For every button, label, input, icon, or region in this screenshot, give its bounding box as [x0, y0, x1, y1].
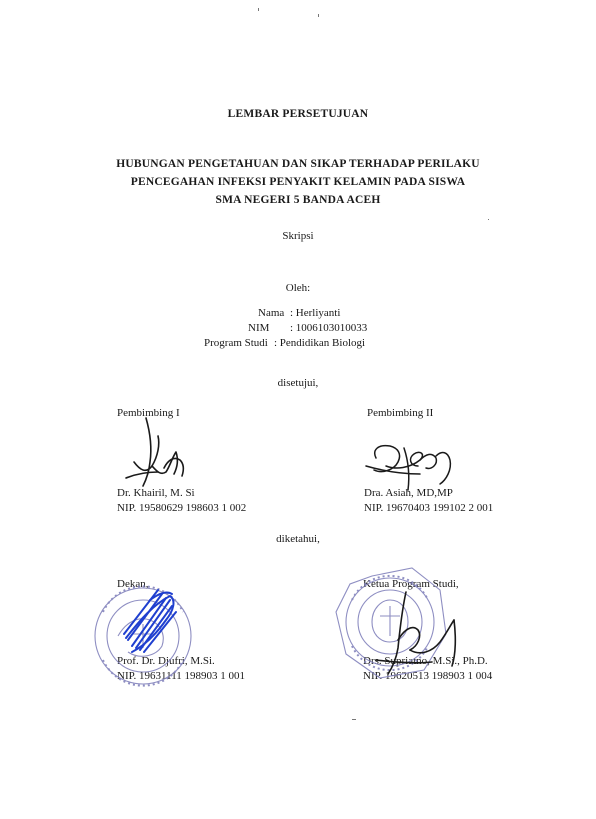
known-label: diketahui,: [276, 533, 320, 545]
thesis-title-line: HUBUNGAN PENGETAHUAN DAN SIKAP TERHADAP PERILAKU: [116, 158, 480, 170]
advisor2-nip: NIP. 19670403 199102 2 001: [364, 502, 494, 514]
dean-role: Dekan,: [117, 578, 149, 590]
head-role: Ketua Program Studi,: [363, 578, 459, 590]
dean-nip: NIP. 19631111 198903 1 001: [117, 670, 246, 682]
program-label: Program Studi: [204, 337, 268, 349]
by-label: Oleh:: [285, 282, 311, 294]
head-nip: NIP. 19620513 198903 1 004: [363, 670, 493, 682]
advisor1-role: Pembimbing I: [117, 407, 180, 419]
page-title: LEMBAR PERSETUJUAN: [227, 108, 369, 120]
advisor2-name: Dra. Asiah, MD,MP: [364, 487, 453, 499]
document-type: Skripsi: [282, 230, 314, 242]
advisor1-signature: [126, 418, 183, 486]
dean-name: Prof. Dr. Djufri, M.Si.: [117, 655, 215, 667]
advisor1-name: Dr. Khairil, M. Si: [117, 487, 195, 499]
thesis-title-line: SMA NEGERI 5 BANDA ACEH: [215, 194, 381, 206]
thesis-title-line: PENCEGAHAN INFEKSI PENYAKIT KELAMIN PADA SISWA: [130, 176, 466, 188]
advisor1-nip: NIP. 19580629 198603 1 002: [117, 502, 247, 514]
advisor2-signature: [366, 446, 450, 490]
nim-value: : 1006103010033: [290, 322, 368, 334]
name-label: Nama: [258, 307, 285, 319]
head-signature: [376, 592, 455, 674]
name-value: : Herliyanti: [290, 307, 341, 319]
program-value: : Pendidikan Biologi: [274, 337, 366, 349]
head-name: Drs. Supriatno, M.Si., Ph.D.: [363, 655, 488, 667]
advisor2-role: Pembimbing II: [367, 407, 434, 419]
approved-label: disetujui,: [277, 377, 319, 389]
nim-label: NIM: [248, 322, 270, 334]
dean-stamp: [95, 586, 191, 685]
